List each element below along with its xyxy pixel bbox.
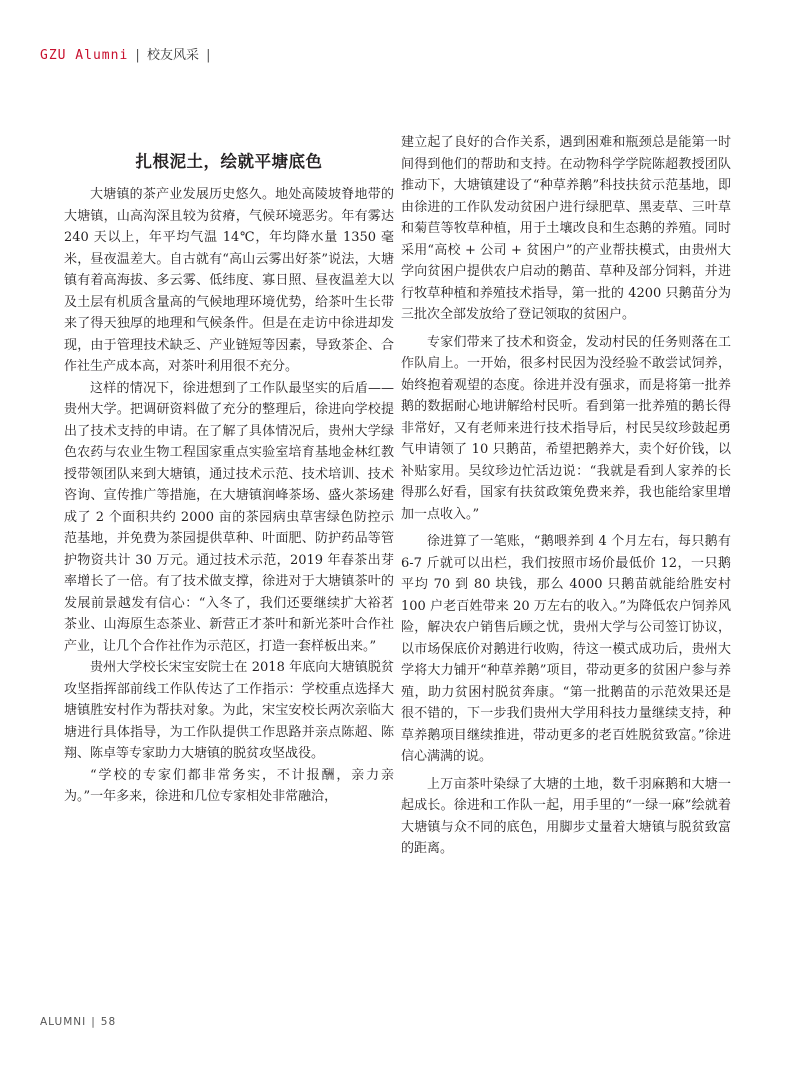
left-column — [64, 138, 394, 808]
body-paragraph: “学校的专家们都非常务实，不计报酬，亲力亲为。”一年多来，徐进和几位专家相处非常融洽， — [64, 767, 394, 804]
page-footer — [40, 1016, 116, 1028]
body-paragraph: 徐进算了一笔账，“鹅喂养到 4 个月左右，每只鹅有 6-7 斤就可以出栏，我们按照市场价最低价 12，一只鹅平均 70 到 80 块钱，那么 4000 只鹅苗就能给胜安村 100 户老百姓带来 20 万左右的收入。”为降低农户饲养风险，解决农户销售后顾之忧，贵州大学与公司签订协议，以市场保底价对鹅进行收购，待这一模式成功后，贵州大学将大力铺开“种草养鹅”项目，带动更多的贫困户参与养殖，助力贫困村脱贫奔康。“第一批鹅苗的示范效果还是很不错的，下一步我们贵州大学用科技力量继续支持，种草养鹅项目继续推进，带动更多的老百姓脱贫致富。”徐进信心满满的说。 — [401, 534, 731, 764]
body-paragraph: 大塘镇的茶产业发展历史悠久。地处高陵坡脊地带的大塘镇，山高沟深且较为贫瘠，气候环境恶劣。年有雾达 240 天以上，年平均气温 14℃，年均降水量 1350 毫米，昼夜温差大。自古就有“高山云雾出好茶”说法，大塘镇有着高海拔、多云雾、低纬度、寡日照、昼夜温差大以及土层有机质含量高的气候地理环境优势，给茶叶生长带来了得天独厚的地理和气候条件。但是在走访中徐进却发现，由于管理技术缺乏、产业链短等因素，导致茶企、合作社生产成本高，对茶叶利用很不充分。 — [64, 187, 394, 374]
page-number: 58 — [100, 1016, 117, 1028]
body-paragraph: 这样的情况下，徐进想到了工作队最坚实的后盾——贵州大学。把调研资料做了充分的整理后，徐进向学校提出了技术支持的申请。在了解了具体情况后，贵州大学绿色农药与农业生物工程国家重点实验室培育基地金林红教授带领团队来到大塘镇，通过技术示范、技术培训、技术咨询、宣传推广等措施，在大塘镇润峰茶场、盛火茶场建成了 2 个面积共约 2000 亩的茶园病虫草害绿色防控示范基地，并免费为茶园提供草种、叶面肥、防护药品等管护物资共计 30 万元。通过技术示范，2019 年春茶出芽率增长了一倍。有了技术做支撑，徐进对于大塘镇茶叶的发展前景越发有信心：“入冬了，我们还要继续扩大裕茗茶业、山海原生态茶业、新营正才茶叶和新光茶叶合作社产业，让几个合作社作为示范区，打造一套样板出来。” — [64, 380, 394, 654]
right-column — [401, 132, 731, 866]
header-separator: | — [135, 48, 140, 63]
body-paragraph: 专家们带来了技术和资金，发动村民的任务则落在工作队肩上。一开始，很多村民因为没经验不敢尝试饲养，始终抱着观望的态度。徐进并没有强求，而是将第一批养鹅的数据耐心地讲解给村民听。看到第一批养殖的鹅长得非常好，又有老师来进行技术指导后，村民吴纹珍鼓起勇气申请领了 10 只鹅苗，希望把鹅养大，卖个好价钱，以补贴家用。吴纹珍边忙活边说：“我就是看到人家养的长得那么好看，国家有扶贫政策免费来养，我也能给家里增加一点收入。” — [401, 334, 731, 522]
body-paragraph-continued: 建立起了良好的合作关系，遇到困难和瓶颈总是能第一时间得到他们的帮助和支持。在动物科学学院陈超教授团队推动下，大塘镇建设了“种草养鹅”科技扶贫示范基地，即由徐进的工作队发动贫困户进行绿肥草、黑麦草、三叶草和菊苣等牧草种植，用于土壤改良和生态鹅的养殖。同时采用“高校 + 公司 + 贫困户”的产业帮扶模式，由贵州大学向贫困户提供农户启动的鹅苗、草种及部分饲料，并进行牧草种植和养殖技术指导，第一批的 4200 只鹅苗分为三批次全部发放给了登记领取的贫困户。 — [401, 135, 731, 322]
footer-label: ALUMNI — [40, 1016, 87, 1028]
header-end-separator: | — [206, 48, 211, 63]
body-paragraph: 上万亩茶叶染绿了大塘的土地，数千羽麻鹅和大塘一起成长。徐进和工作队一起，用手里的“一绿一麻”绘就着大塘镇与众不同的底色，用脚步丈量着大塘镇与脱贫致富的距离。 — [401, 776, 731, 856]
header-brand: GZU Alumni — [40, 48, 129, 63]
article-title: 扎根泥土，绘就平塘底色 — [135, 152, 323, 171]
running-header — [40, 44, 214, 63]
footer-separator: | — [91, 1016, 96, 1028]
body-paragraph: 贵州大学校长宋宝安院士在 2018 年底向大塘镇脱贫攻坚指挥部前线工作队传达了工作指示：学校重点选择大塘镇胜安村作为帮扶对象。为此，宋宝安校长两次亲临大塘进行具体指导，为工作队提供工作思路并亲点陈超、陈翔、陈卓等专家助力大塘镇的脱贫攻坚战役。 — [64, 660, 394, 761]
header-section: 校友风采 — [146, 48, 199, 63]
